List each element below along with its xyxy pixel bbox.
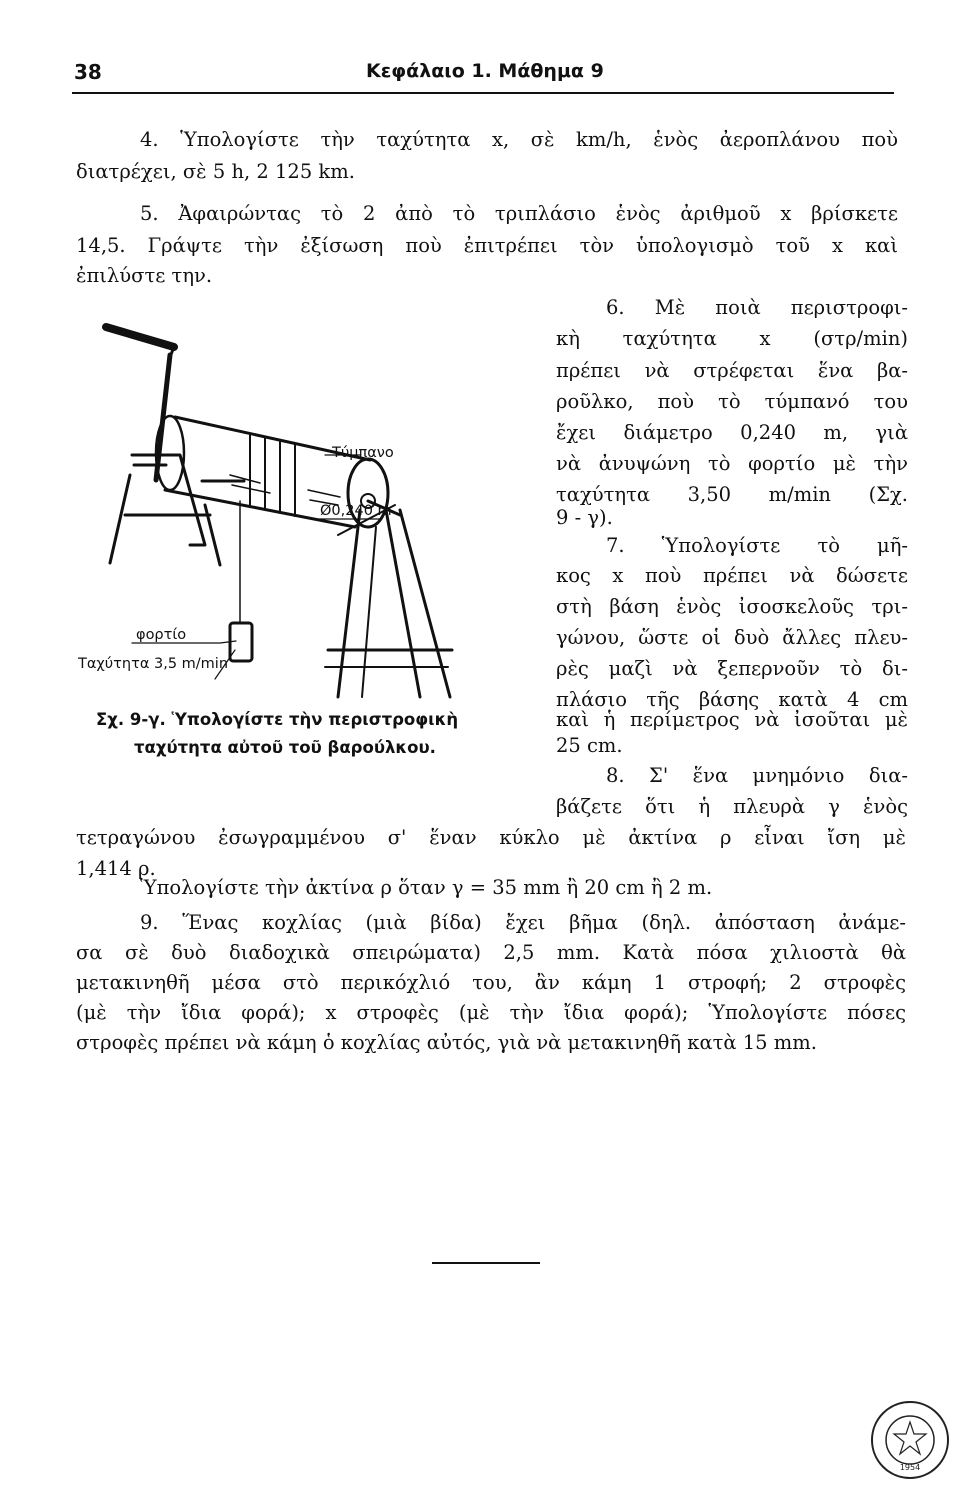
- running-title: Κεφάλαιο 1. Μάθημα 9: [366, 60, 604, 82]
- diameter-label: Ø0,240 m: [320, 503, 392, 519]
- bottom-rule: [432, 1262, 540, 1264]
- exercise-8-line-1: 8. Σ' ἕνα μνημόνιο δια-: [606, 764, 908, 787]
- exercise-9-line-3: μετακινηθῆ μέσα στὸ περικόχλιό του, ἂν κάμη 1 στροφή; 2 στροφὲς: [76, 971, 906, 994]
- exercise-7-line-6: πλάσιο τῆς βάσης κατὰ 4 cm: [556, 688, 908, 711]
- drum-label: Τύμπανο: [332, 445, 394, 461]
- exercise-6-line-6: νὰ ἀνυψώνη τὸ φορτίο μὲ τὴν: [556, 452, 908, 475]
- exercise-8-line-4: 1,414 ρ.: [76, 857, 156, 880]
- exercise-4-line-1: 4. Ὑπολογίστε τὴν ταχύτητα x, σὲ km/h, ἑνὸς ἀεροπλάνου ποὺ: [140, 128, 898, 151]
- exercise-8-line-3: τετραγώνου ἐσωγραμμένου σ' ἕναν κύκλο μὲ ἀκτίνα ρ εἶναι ἴση μὲ: [76, 826, 906, 849]
- stamp-year: 1954: [899, 1463, 921, 1472]
- figure-caption-line-2: ταχύτητα αὐτοῦ τοῦ βαρούλκου.: [134, 738, 436, 757]
- winch-illustration: [70, 305, 545, 705]
- exercise-9-line-4: (μὲ τὴν ἴδια φορά); x στροφὲς (μὲ τὴν ἴδια φορά); Ὑπολογίστε πόσες: [76, 1001, 906, 1024]
- stamp-seal-icon: [868, 1398, 952, 1482]
- exercise-6-line-1: 6. Μὲ ποιὰ περιστροφι-: [606, 296, 908, 319]
- exercise-6-line-7: ταχύτητα 3,50 m/min (Σχ.: [556, 483, 908, 506]
- figure-caption-line-1: Σχ. 9-γ. Ὑπολογίστε τὴν περιστροφικὴ: [96, 710, 459, 729]
- crank-grip: [106, 327, 174, 347]
- exercise-6-line-4: ροῦλκο, ποὺ τὸ τύμπανό του: [556, 390, 908, 413]
- header-rule: [72, 92, 894, 94]
- exercise-7-line-3: στὴ βάση ἑνὸς ἰσοσκελοῦς τρι-: [556, 595, 908, 618]
- exercise-6-line-5: ἔχει διάμετρο 0,240 m, γιὰ: [556, 421, 908, 444]
- load-label: φορτίο: [136, 627, 187, 643]
- exercise-6-line-8: 9 - γ).: [556, 506, 613, 529]
- exercise-7-line-8: 25 cm.: [556, 734, 623, 757]
- page-header: [0, 0, 969, 100]
- foundation-stamp: [868, 1398, 952, 1482]
- exercise-7-line-4: γώνου, ὥστε οἱ δυὸ ἄλλες πλευ-: [556, 626, 908, 649]
- load-weight: [230, 623, 252, 661]
- exercise-7-line-1: 7. Ὑπολογίστε τὸ μῆ-: [606, 534, 908, 557]
- exercise-9-line-1: 9. Ἕνας κοχλίας (μιὰ βίδα) ἔχει βῆμα (δηλ. ἀπόσταση ἀνάμε-: [140, 911, 906, 934]
- speed-label: Ταχύτητα 3,5 m/min: [78, 656, 229, 672]
- exercise-6-line-2: κὴ ταχύτητα x (στρ/min): [556, 327, 908, 350]
- exercise-5-line-1: 5. Ἀφαιρώντας τὸ 2 ἀπὸ τὸ τριπλάσιο ἑνὸς ἀριθμοῦ x βρίσκετε: [140, 202, 898, 225]
- exercise-7-line-2: κος x ποὺ πρέπει νὰ δώσετε: [556, 564, 908, 587]
- exercise-9-line-5: στροφὲς πρέπει νὰ κάμη ὁ κοχλίας αὐτός, γιὰ νὰ μετακινηθῆ κατὰ 15 mm.: [76, 1031, 817, 1054]
- exercise-5-line-2: 14,5. Γράψτε τὴν ἐξίσωση ποὺ ἐπιτρέπει τὸν ὑπολογισμὸ τοῦ x καὶ: [76, 234, 898, 257]
- exercise-8-line-2: βάζετε ὅτι ἡ πλευρὰ γ ἑνὸς: [556, 795, 908, 818]
- exercise-9-line-2: σα σὲ δυὸ διαδοχικὰ σπειρώματα) 2,5 mm. Κατὰ πόσα χιλιοστὰ θὰ: [76, 941, 906, 964]
- exercise-4-line-2: διατρέχει, σὲ 5 h, 2 125 km.: [76, 160, 355, 183]
- exercise-7-line-5: ρὲς μαζὶ νὰ ξεπερνοῦν τὸ δι-: [556, 657, 908, 680]
- exercise-6-line-3: πρέπει νὰ στρέφεται ἕνα βα-: [556, 359, 908, 382]
- exercise-7-line-7: καὶ ἡ περίμετρος νὰ ἰσοῦται μὲ: [556, 708, 908, 731]
- exercise-5-line-3: ἐπιλύστε την.: [76, 264, 213, 287]
- page-number: 38: [74, 60, 102, 84]
- winch-figure: [70, 305, 545, 705]
- exercise-8-line-5: Ὑπολογίστε τὴν ἀκτίνα ρ ὅταν γ = 35 mm ἢ 20 cm ἢ 2 m.: [140, 876, 713, 899]
